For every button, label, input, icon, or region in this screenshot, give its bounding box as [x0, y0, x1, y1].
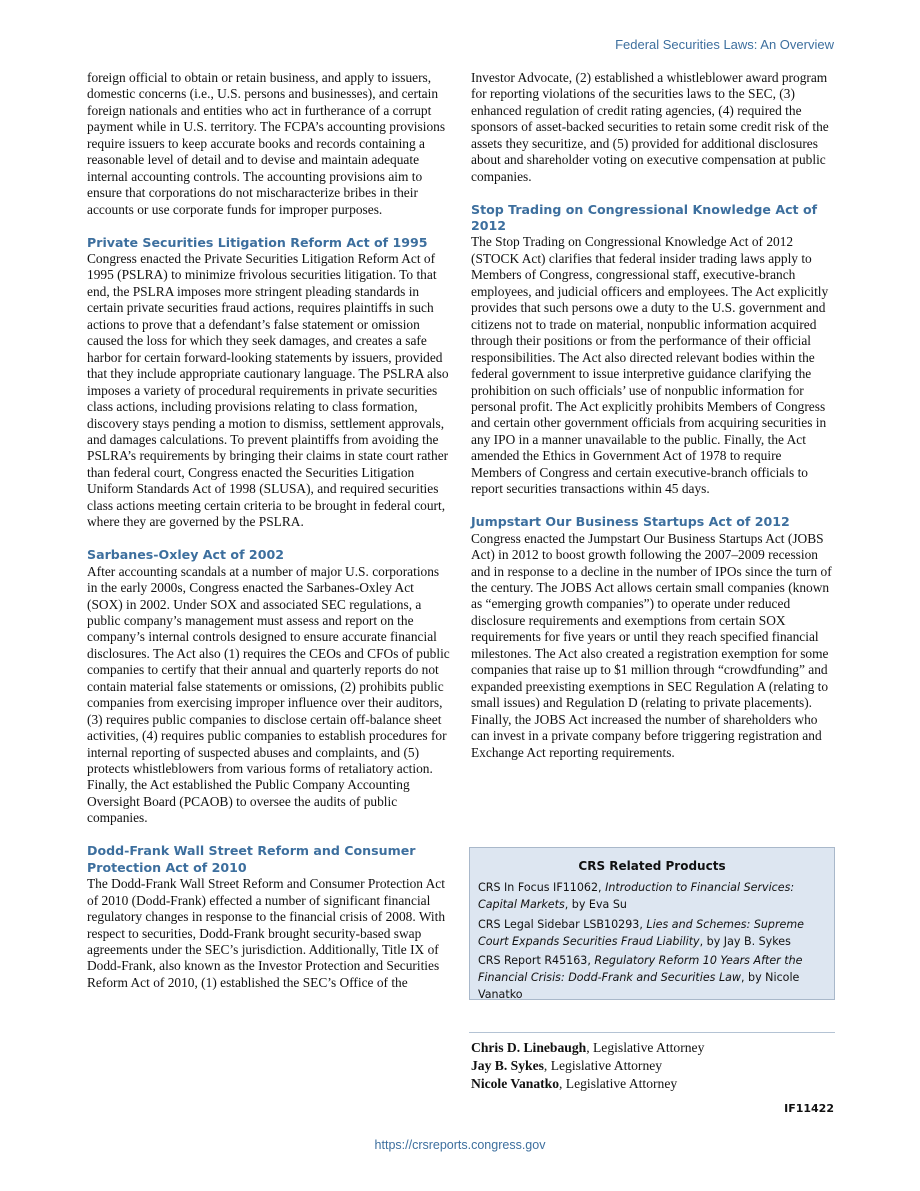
left-column — [87, 70, 451, 991]
author-entry — [471, 1075, 704, 1093]
author-name: Nicole Vanatko — [471, 1076, 559, 1091]
sox-paragraph: After accounting scandals at a number of major U.S. corporations in the early 2000s, Congress enacted the Sarbanes-Oxley Act (SOX) in 2002. Under SOX and associated SEC regulations, a public company’s management must assess and report on the company’s internal controls designed to ensure accurate financial disclosures. The Act also (1) requires the CEOs and CFOs of public companies to certify that their annual and quarterly reports do not contain material false statements or omissions, (2) prohibits public companies from exercising improper influence over their auditors, (3) requires public companies to disclose certain off-balance sheet activities, (4) requires public companies to establish procedures for internal reporting of suspected abuses and complaints, and (5) protects whistleblowers from various forms of retaliatory action. Finally, the Act established the Public Company Accounting Oversight Board (PCAOB) to oversee the audits of public companies. — [87, 563, 450, 826]
author-divider — [469, 1032, 835, 1033]
related-products-box — [469, 847, 835, 1000]
fcpa-continued-paragraph: foreign official to obtain or retain business, and apply to issuers, domestic concerns (i.e., U.S. persons and businesses), and certain foreign nationals and entities who act in furtherance of a corrupt payment while in U.S. territory. The FCPA’s accounting provisions require issuers to keep accurate books and records containing a reasonable level of detail and to devise and maintain adequate internal accounting controls. The accounting provisions aim to ensure that corporations do not mischaracterize bribes in their accounts or use corporate funds for improper purposes. — [87, 70, 446, 217]
jobs-act-heading: Jumpstart Our Business Startups Act of 2012 — [471, 514, 790, 530]
related-products-title: CRS Related Products — [578, 859, 726, 873]
footer-url-link[interactable]: https://crsreports.congress.gov — [374, 1138, 546, 1152]
author-list — [471, 1039, 704, 1093]
stock-act-heading: Stop Trading on Congressional Knowledge Act of 2012 — [471, 201, 818, 234]
running-header-title: Federal Securities Laws: An Overview — [615, 37, 834, 52]
jobs-act-paragraph: Congress enacted the Jumpstart Our Business Startups Act (JOBS Act) in 2012 to boost growth following the 2007–2009 recession and in response to a decline in the number of IPOs since the turn of the century. The JOBS Act allows certain small companies (known as “emerging growth companies”) to operate under reduced disclosure requirements and exemptions from certain SOX requirements for five years or until they reach specified financial milestones. The Act also created a registration exemption for some companies that raise up to $1 million through “crowdfunding” and expanded preexisting exemptions in SEC Regulation A (relating to small issues) and Regulation D (relating to private placements). Finally, the JOBS Act increased the number of shareholders who can invest in a private company before triggering registration and Exchange Act reporting requirements. — [471, 530, 832, 760]
pslra-heading: Private Securities Litigation Reform Act of 1995 — [87, 234, 428, 250]
dodd-frank-heading: Dodd-Frank Wall Street Reform and Consumer Protection Act of 2010 — [87, 843, 416, 875]
related-product-item[interactable]: CRS Report R45163, Regulatory Reform 10 Years After the Financial Crisis: Dodd-Frank and Securities Law, by Nicole Vanatko — [478, 954, 803, 1002]
author-role: , Legislative Attorney — [586, 1040, 705, 1055]
author-entry — [471, 1039, 704, 1057]
right-column — [471, 70, 835, 761]
report-id: IF11422 — [784, 1102, 834, 1115]
pslra-paragraph: Congress enacted the Private Securities Litigation Reform Act of 1995 (PSLRA) to minimize frivolous securities litigation. To that end, the PSLRA imposes more stringent pleading standards in certain private securities fraud actions, requires plaintiffs in such actions to prove that a defendant’s false statement or omission caused the loss for which they seek damages, and creates a safe harbor for certain forward-looking statements by issuers, provided that they include appropriate cautionary language. The PSLRA also imposes a variety of procedural requirements in private securities class actions, including provisions relating to class formation, discovery stays pending a motion to dismiss, settlement approvals, and damages calculations. To prevent plaintiffs from avoiding the PSLRA’s requirements by bringing their claims in state court rather than federal court, Congress enacted the Securities Litigation Uniform Standards Act of 1998 (SLUSA), and required securities class actions meeting certain criteria to be brought in federal court, where they are governed by the PSLRA. — [87, 250, 449, 530]
dodd-frank-paragraph: The Dodd-Frank Wall Street Reform and Consumer Protection Act of 2010 (Dodd-Frank) effected a number of significant financial regulatory changes in response to the financial crisis of 2008. With respect to securities, Dodd-Frank brought security-based swap agreements under the SEC’s jurisdiction. Additionally, Title IX of Dodd-Frank, also known as the Investor Protection and Securities Reform Act of 2010, (1) established the SEC’s Office of the — [87, 876, 446, 990]
sox-heading: Sarbanes-Oxley Act of 2002 — [87, 547, 284, 563]
related-product-item[interactable]: CRS Legal Sidebar LSB10293, Lies and Schemes: Supreme Court Expands Securities Fraud Liability, by Jay B. Sykes — [478, 917, 804, 948]
author-entry — [471, 1057, 704, 1075]
author-name: Chris D. Linebaugh — [471, 1040, 587, 1055]
author-role: , Legislative Attorney — [559, 1076, 678, 1091]
related-product-item[interactable]: CRS In Focus IF11062, Introduction to Financial Services: Capital Markets, by Eva Su — [478, 881, 795, 912]
author-role: , Legislative Attorney — [543, 1058, 663, 1073]
dodd-frank-continued-paragraph: Investor Advocate, (2) established a whistleblower award program for reporting violations of the securities laws to the SEC, (3) enhanced regulation of credit rating agencies, (4) required the sponsors of asset-backed securities to retain some credit risk of the assets they securitize, and (5) provided for additional disclosures about and shareholder voting on executive compensation at public companies. — [471, 70, 829, 184]
related-product-title[interactable]: Regulatory Reform 10 Years After the Financial Crisis: Dodd-Frank and Securities Law — [478, 954, 803, 985]
stock-act-paragraph: The Stop Trading on Congressional Knowledge Act of 2012 (STOCK Act) clarifies that federal insider trading laws apply to Members of Congress, congressional staff, executive-branch employees, and judicial officers and employees. The Act explicitly provides that such persons owe a duty to the U.S. government and citizens not to trade on material, nonpublic information acquired through their positions or from the performance of their official responsibilities. The Act also directed relevant bodies within the federal government to issue interpretive guidance clarifying the prohibition on such officials’ use of nonpublic information for personal profit. The Act explicitly prohibits Members of Congress and certain other government officials from acquiring securities in any IPO in a manner unavailable to the public. Finally, the Act amended the Ethics in Government Act of 1978 to require Members of Congress and certain executive-branch officials to report securities transactions within 45 days. — [471, 234, 829, 497]
related-product-title[interactable]: Introduction to Financial Services: Capital Markets — [478, 881, 795, 912]
related-product-title[interactable]: Lies and Schemes: Supreme Court Expands Securities Fraud Liability — [478, 917, 804, 948]
author-name: Jay B. Sykes — [471, 1058, 544, 1073]
